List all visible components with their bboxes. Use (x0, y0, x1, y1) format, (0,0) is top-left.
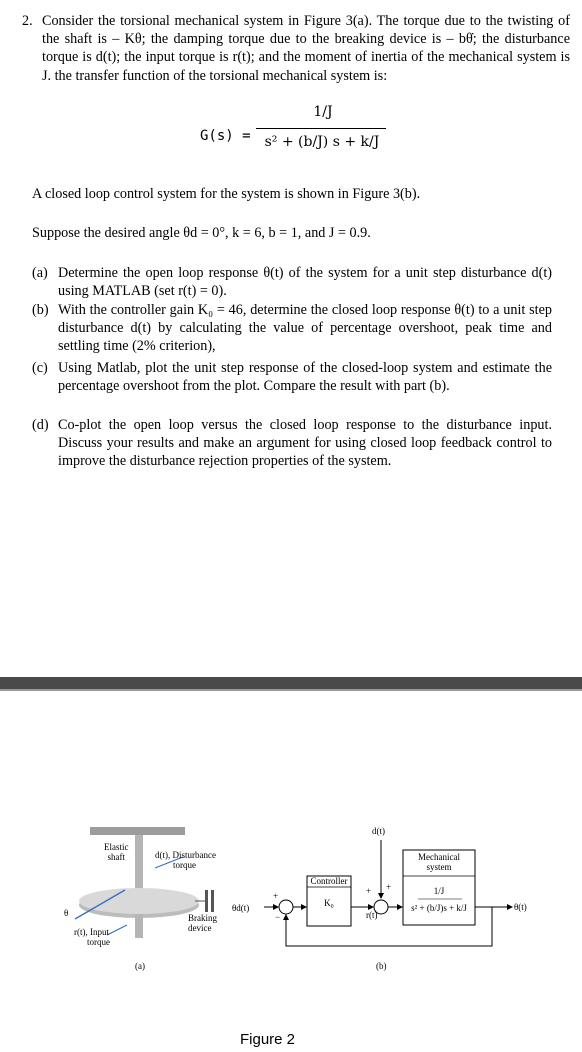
summing-junction-1 (279, 900, 293, 914)
label-r: r(t) (366, 910, 378, 920)
fraction-bar (256, 128, 386, 129)
transfer-function-numerator: 1/J (313, 104, 333, 120)
problem-number: 2. (22, 13, 33, 29)
problem-intro: Consider the torsional mechanical system in Figure 3(a). The torque due to the twisting of the shaft is – Kθ; the damping torque due to the breaking device is – bθ̇; the disturbance torque is d(t); the input torque is r(t); and the moment of inertia of the mechanical system is J. the transfer function of the torsional mechanical system is: (42, 13, 570, 84)
label-line: Braking (188, 913, 217, 923)
part-label: (d) (32, 417, 49, 433)
plant-numerator: 1/J (433, 886, 445, 896)
torsional-system-drawing (55, 815, 245, 985)
label-theta: θ (64, 908, 69, 918)
separator-bar-shadow (0, 689, 582, 691)
brake-plate (205, 890, 208, 912)
part-c (32, 359, 552, 395)
plus-sign-2: + (366, 886, 372, 896)
label-line: torque (173, 860, 196, 870)
closed-loop-sentence: A closed loop control system for the system is shown in Figure 3(b). (32, 186, 421, 202)
transfer-function-denominator: s² + (b/J) s + k/J (264, 134, 380, 150)
controller-label: Controller (310, 876, 348, 886)
input-arrow (107, 925, 127, 935)
parameters-sentence: Suppose the desired angle θd = 0°, k = 6, b = 1, and J = 0.9. (32, 225, 371, 241)
label-line: r(t), Input (74, 927, 109, 937)
figure-b-label: (b) (376, 961, 387, 971)
part-text: Using Matlab, plot the unit step response of the closed-loop system and estimate the percentage overshoot from the plot. Compare the result with part (b). (58, 360, 552, 395)
label-line: d(t), Disturbance (155, 850, 216, 860)
part-text: With the controller gain K₀ = 46, determine the closed loop response θ(t) to a unit step disturbance d(t) by calculating the value of percentage overshoot, peak time and settling time (2% criterion), (58, 302, 552, 355)
part-d (32, 416, 552, 471)
label-line: system (426, 862, 452, 872)
plus-sign-1: + (273, 891, 279, 901)
label-braking-device (188, 913, 217, 933)
feedback-arrowhead (283, 914, 289, 920)
label-line: device (188, 923, 212, 933)
part-label: (b) (32, 302, 49, 318)
mechanical-system-label (403, 852, 475, 872)
label-line: Mechanical (418, 852, 460, 862)
top-plate (90, 827, 185, 835)
part-label: (a) (32, 265, 48, 281)
brake-plate (211, 890, 214, 912)
label-disturbance (155, 850, 216, 870)
part-a (32, 264, 552, 300)
figure-a-label: (a) (135, 961, 145, 971)
label-input-torque (73, 927, 110, 947)
plus-sign-3: + (386, 882, 392, 892)
label-line: Elastic (104, 842, 129, 852)
part-text: Co-plot the open loop versus the closed loop response to the disturbance input. Discuss your results and make an argument for using closed loop feedback control to improve the disturbance rejection properties of the system. (58, 417, 552, 470)
part-b (32, 301, 552, 356)
label-disturbance-d: d(t) (372, 826, 385, 836)
separator-bar (0, 677, 582, 689)
plant-denominator: s² + (b/J)s + k/J (411, 903, 467, 913)
part-label: (c) (32, 360, 48, 376)
label-line: shaft (107, 852, 125, 862)
inertia-disk-top (79, 888, 199, 914)
part-text: Determine the open loop response θ(t) of the system for a unit step disturbance d(t) using MATLAB (set r(t) = 0). (58, 265, 552, 300)
shaft-lower (135, 914, 143, 938)
figure-caption: Figure 2 (240, 1031, 296, 1048)
label-elastic-shaft (104, 842, 129, 862)
label-theta-out: θ(t) (514, 902, 527, 912)
minus-sign: − (275, 912, 281, 922)
shaft-upper (135, 835, 143, 897)
label-theta-d: θd(t) (232, 903, 250, 913)
label-line: torque (87, 937, 110, 947)
controller-gain: K₀ (324, 898, 334, 908)
transfer-function-lhs: G(s) = (200, 128, 251, 144)
